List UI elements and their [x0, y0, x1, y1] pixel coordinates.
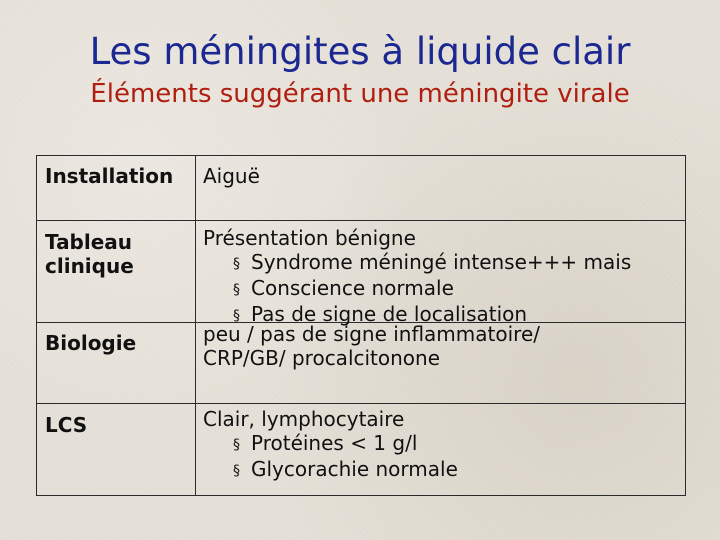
bullet-square-icon: § — [233, 256, 240, 272]
row-label-biologie: Biologie — [45, 331, 137, 355]
row-value-installation: Aiguë — [203, 164, 260, 188]
csf-appearance-text: Clair, lymphocytaire — [203, 407, 405, 431]
bullet-item — [203, 250, 631, 276]
bullet-text: Conscience normale — [251, 276, 454, 300]
row-value-lcs — [203, 407, 458, 483]
biology-line: CRP/GB/ procalcitonone — [203, 346, 441, 370]
row-value-biologie — [203, 322, 540, 370]
bullet-square-icon: § — [233, 437, 240, 453]
clinical-presentation-text: Présentation bénigne — [203, 226, 416, 250]
row-label-lcs: LCS — [45, 413, 88, 437]
biology-line: peu / pas de signe inflammatoire/ — [203, 322, 540, 346]
bullet-text: Syndrome méningé intense+++ mais — [251, 250, 632, 274]
bullet-item — [203, 457, 458, 483]
comparison-table — [36, 155, 686, 496]
slide-title: Les méningites à liquide clair — [89, 30, 631, 73]
row-value-tableau-clinique — [203, 226, 631, 328]
bullet-text: Protéines < 1 g/l — [251, 431, 418, 455]
slide-subtitle: Éléments suggérant une méningite virale — [90, 79, 630, 109]
bullet-item — [203, 276, 631, 302]
bullet-square-icon: § — [233, 282, 240, 298]
bullet-square-icon: § — [233, 308, 240, 324]
bullet-text: Glycorachie normale — [251, 457, 458, 481]
row-label-tableau-clinique: Tableau clinique — [45, 230, 134, 278]
row-label-installation: Installation — [45, 164, 174, 188]
bullet-text: Pas de signe de localisation — [251, 302, 528, 326]
row-divider — [37, 403, 685, 404]
row-divider — [37, 220, 685, 221]
bullet-square-icon: § — [233, 463, 240, 479]
bullet-item — [203, 431, 458, 457]
column-divider — [195, 156, 196, 495]
